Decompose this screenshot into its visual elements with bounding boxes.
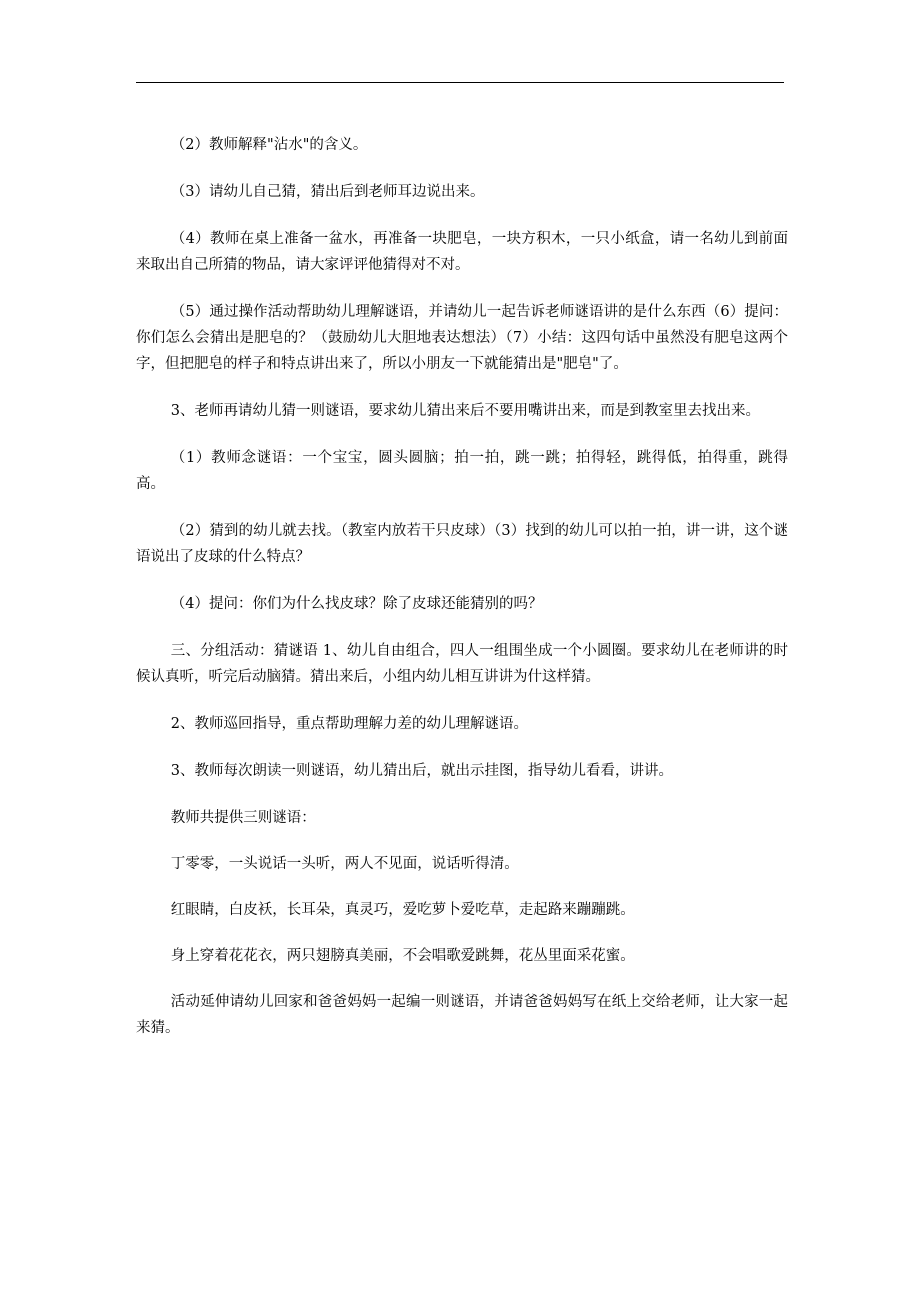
riddle-paragraph: 身上穿着花花衣，两只翅膀真美丽，不会唱歌爱跳舞，花丛里面采花蜜。 [170,948,635,964]
riddle-paragraph: 红眼睛，白皮袄，长耳朵，真灵巧，爱吃萝卜爱吃草，走起路来蹦蹦跳。 [170,902,635,918]
paragraph: 2、教师巡回指导，重点帮助理解力差的幼儿理解谜语。 [170,716,529,732]
riddle-paragraph: 丁零零，一头说话一头听，两人不见面，说话听得清。 [170,856,519,872]
paragraph: 3、教师每次朗读一则谜语，幼儿猜出后，就出示挂图，指导幼儿看看，讲讲。 [170,763,674,779]
paragraph: （2）猜到的幼儿就去找。（教室内放若干只皮球）（3）找到的幼儿可以拍一拍，讲一讲，这个谜语说出了皮球的什么特点？ [136,523,788,565]
paragraph: 活动延伸请幼儿回家和爸爸妈妈一起编一则谜语，并请爸爸妈妈写在纸上交给老师，让大家一起来猜。 [136,994,788,1036]
paragraph: 3、老师再请幼儿猜一则谜语，要求幼儿猜出来后不要用嘴讲出来，而是到教室里去找出来。 [170,403,761,419]
document-body [136,132,788,1062]
paragraph: （1）教师念谜语：一个宝宝，圆头圆脑；拍一拍，跳一跳；拍得轻，跳得低，拍得重，跳得高。 [136,450,788,492]
header-rule [136,82,784,83]
paragraph: （5）通过操作活动帮助幼儿理解谜语，并请幼儿一起告诉老师谜语讲的是什么东西（6）提问：你们怎么会猜出是肥皂的？（鼓励幼儿大胆地表达想法）（7）小结：这四句话中虽然没有肥皂这两个字，但把肥皂的样子和特点讲出来了，所以小朋友一下就能猜出是"肥皂"了。 [136,304,788,372]
paragraph: （2）教师解释"沾水"的含义。 [170,137,368,153]
paragraph: （3）请幼儿自己猜，猜出后到老师耳边说出来。 [170,184,485,200]
paragraph: （4）提问：你们为什么找皮球？除了皮球还能猜别的吗？ [170,596,543,612]
paragraph: 三、分组活动：猜谜语 1、幼儿自由组合，四人一组围坐成一个小圆圈。要求幼儿在老师讲的时候认真听，听完后动脑猜。猜出来后，小组内幼儿相互讲讲为什这样猜。 [136,643,788,685]
paragraph: （4）教师在桌上准备一盆水，再准备一块肥皂，一块方积木，一只小纸盒，请一名幼儿到前面来取出自己所猜的物品，请大家评评他猜得对不对。 [136,231,788,273]
paragraph: 教师共提供三则谜语： [170,810,316,826]
